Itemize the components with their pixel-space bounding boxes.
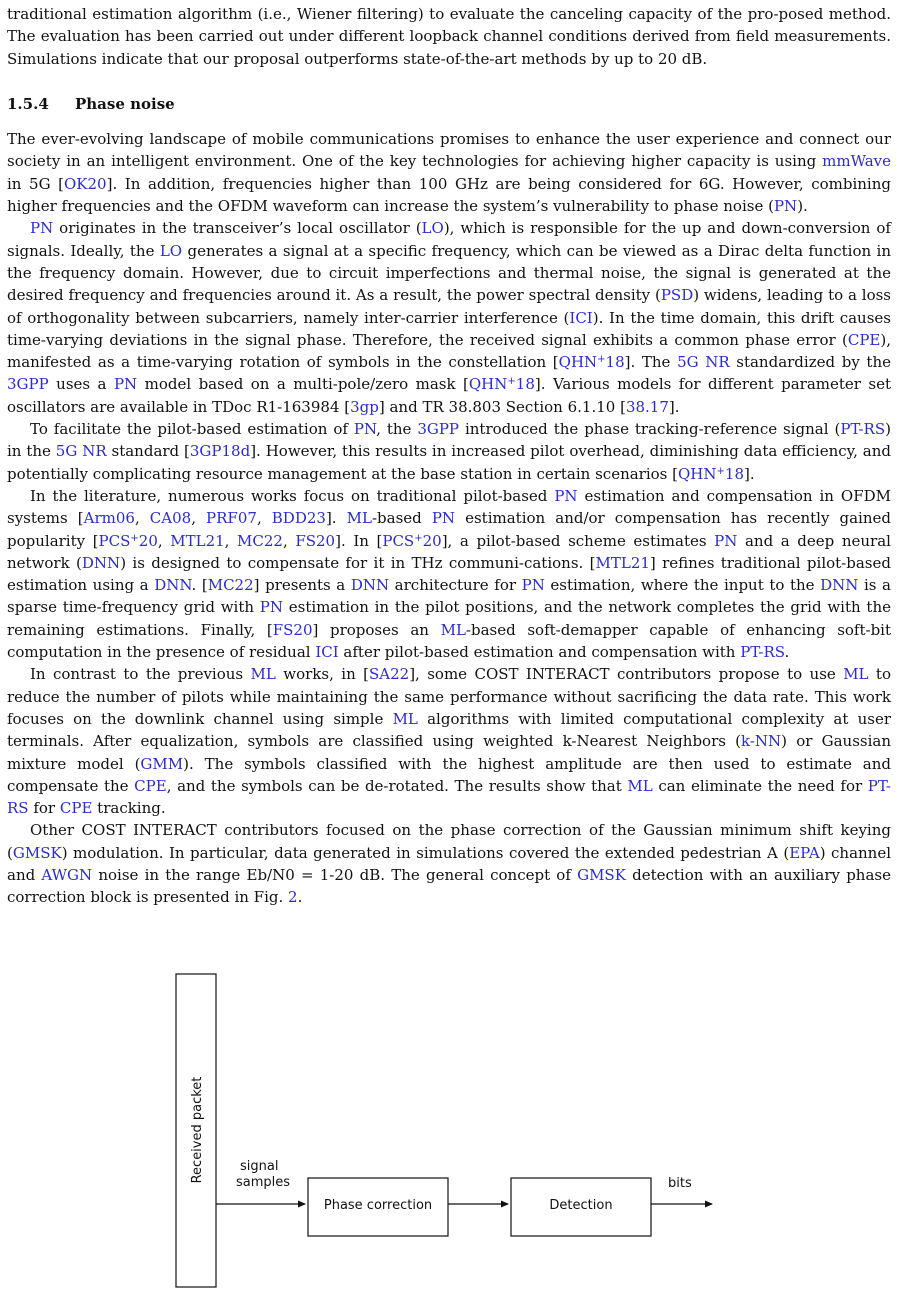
acronym-link[interactable]: LO	[159, 241, 183, 260]
citation-link[interactable]	[559, 353, 625, 371]
block-diagram	[172, 972, 732, 1292]
citation-year: 18	[515, 375, 535, 394]
paragraph-text: tracking.	[92, 799, 166, 818]
intro-paragraph	[7, 3, 891, 70]
figure-link[interactable]: 2	[288, 888, 298, 907]
acronym-link[interactable]: ML	[346, 509, 372, 528]
paragraph-text: ], some COST INTERACT contributors propose to use	[409, 665, 844, 684]
paragraph-text: model based on a multi-pole/zero mask [	[137, 375, 469, 394]
acronym-link[interactable]: ML	[250, 665, 276, 684]
acronym-link[interactable]: PSD	[660, 286, 694, 305]
acronym-link[interactable]: 5G NR	[55, 442, 107, 461]
paragraph-text: ].	[668, 397, 680, 416]
paragraph-text: -based soft-demapper capable of enhancing soft-bit computation in the presence of residual	[7, 620, 892, 662]
citation-link[interactable]: 38.17	[625, 397, 669, 416]
paragraph-text: To facilitate the pilot-based estimation of	[30, 420, 354, 439]
citation-link[interactable]: FS20	[272, 620, 313, 639]
paragraph-3	[7, 418, 891, 485]
paragraph-2	[7, 217, 891, 418]
paragraph-text: detection with an auxiliary phase correction block is presented in Fig.	[7, 865, 891, 907]
citation-separator: ,	[224, 531, 238, 550]
acronym-link[interactable]: ICI	[315, 643, 339, 662]
paragraph-text: ]. In addition, frequencies higher than 100 GHz are being considered for 6G. However, combining higher frequencies and the OFDM waveform can increase the system’s vulnerability to phase noise (	[7, 174, 891, 216]
citation-year: 18	[724, 464, 744, 483]
citation-link[interactable]	[678, 465, 744, 483]
paragraph-text: works, in [	[275, 665, 369, 684]
signal-label: signal	[240, 1159, 279, 1174]
acronym-link[interactable]: ML	[843, 665, 869, 684]
acronym-link[interactable]: k-NN	[741, 732, 782, 751]
citation-key: QHN	[468, 375, 508, 394]
paragraph-6	[7, 819, 891, 908]
acronym-link[interactable]: ML	[392, 709, 418, 728]
citation-link[interactable]: 3gp	[350, 397, 379, 416]
acronym-link[interactable]: PN	[554, 486, 578, 505]
citation-link[interactable]: OK20	[64, 174, 107, 193]
phase-correction-label: Phase correction	[323, 1198, 433, 1213]
acronym-link[interactable]: AWGN	[41, 865, 93, 884]
citation-link[interactable]: MTL21	[595, 553, 650, 572]
paragraph-text: ). In the time domain, this drift causes time-varying deviations in the signal phase. Therefore, the received signal exhibits a common phase error (	[7, 308, 891, 349]
acronym-link[interactable]: ICI	[569, 308, 593, 327]
paragraph-text: traditional estimation algorithm (i.e., Wiener filtering) to evaluate the canceling capacity of the pro-posed method. The evaluation has been carried out under different loopback channel conditions derived from field measurements. Simulations indicate that our proposal outperforms state-of-the-art methods by up to 20 dB.	[7, 5, 891, 68]
citation-year: 20	[422, 531, 442, 550]
paragraph-text: in 5G [	[7, 174, 64, 193]
citation-superscript: +	[597, 354, 606, 366]
paragraph-text: architecture for	[389, 576, 522, 595]
section-number: 1.5.4	[7, 94, 49, 113]
paragraph-text: is a sparse time-frequency grid with	[7, 576, 891, 617]
citation-year: 18	[605, 353, 625, 372]
paragraph-text: ), which is responsible for the up and down-conversion of signals. Ideally, the	[7, 219, 891, 260]
citation-key: QHN	[558, 353, 598, 372]
paragraph-text: algorithms with limited computational complexity at user terminals. After equalization, symbols are classified using weighted k-Nearest Neighbors (	[7, 709, 891, 751]
acronym-link[interactable]: DNN	[350, 576, 390, 595]
citation-superscript: +	[716, 465, 725, 477]
paragraph-text: and a deep neural network (	[7, 531, 891, 572]
acronym-link[interactable]: LO	[421, 219, 444, 238]
paragraph-text: In the literature, numerous works focus on traditional pilot-based	[30, 486, 555, 505]
citation-link[interactable]: CA08	[149, 509, 192, 528]
page	[7, 3, 891, 909]
paragraph-text: estimation and/or compensation has recently gained popularity [	[7, 509, 891, 550]
citation-separator: ,	[282, 531, 296, 550]
citation-link[interactable]: BDD23	[271, 509, 326, 528]
acronym-link[interactable]: 3GPP	[7, 375, 49, 394]
paragraph-text: ) is designed to compensate for it in THz communi-cations. [	[120, 553, 596, 572]
paragraph-text: to reduce the number of pilots while maintaining the same performance without sacrificing the data rate. This work focuses on the downlink channel using simple	[7, 665, 891, 728]
citation-link[interactable]: MC22	[207, 576, 254, 595]
paragraph-text: ) in the	[7, 420, 891, 461]
paragraph-text: ]. Various models for different parameter set oscillators are available in TDoc R1-163984 [	[7, 375, 891, 416]
paragraph-text: ], a pilot-based scheme estimates	[441, 531, 715, 550]
citation-year: 20	[138, 531, 158, 550]
paragraph-text: ). The symbols classified with the highest amplitude are then used to estimate and compensate the	[7, 754, 891, 795]
citation-separator: ,	[157, 531, 171, 550]
citation-key: PCS	[98, 531, 131, 550]
paragraph-text: originates in the transceiver’s local oscillator (	[53, 219, 422, 238]
paragraph-text: -based	[371, 509, 432, 528]
acronym-link[interactable]: PN	[521, 576, 545, 595]
acronym-link[interactable]: DNN	[820, 576, 859, 595]
acronym-link[interactable]: PN	[773, 197, 798, 216]
acronym-link[interactable]: PN	[714, 531, 738, 550]
paragraph-text: ] proposes an	[312, 620, 441, 639]
citation-link[interactable]	[469, 375, 535, 393]
bits-label: bits	[668, 1176, 692, 1191]
paragraph-text: ) widens, leading to a loss of orthogonality between subcarriers, namely inter-carrier interference (	[7, 286, 891, 327]
paragraph-text: uses a	[48, 375, 114, 394]
paragraph-text: noise in the range Eb/N0 = 1-20 dB. The general concept of	[92, 865, 578, 884]
paragraph-text: , the	[376, 420, 418, 439]
paragraph-text: estimation and compensation in OFDM systems [	[7, 486, 891, 528]
paragraph-text: ]. In [	[335, 531, 383, 550]
acronym-link[interactable]: PT-RS	[7, 776, 891, 818]
acronym-link[interactable]: CPE	[134, 776, 167, 795]
paragraph-text: , and the symbols can be de-rotated. The results show that	[166, 776, 628, 795]
citation-link[interactable]: SA22	[369, 665, 410, 684]
citation-key: QHN	[678, 464, 717, 483]
acronym-link[interactable]: GMM	[140, 754, 184, 773]
samples-label: samples	[236, 1175, 291, 1190]
acronym-link[interactable]: PT-RS	[840, 420, 886, 439]
paragraph-text: ] presents a	[253, 576, 351, 595]
citation-superscript: +	[507, 376, 516, 388]
citation-separator: ,	[191, 509, 207, 528]
acronym-link[interactable]: PN	[431, 509, 456, 528]
citation-superscript: +	[414, 532, 423, 544]
acronym-link[interactable]: 3GPP	[417, 420, 460, 439]
block-diagram-figure	[172, 972, 732, 1292]
paragraph-text: can eliminate the need for	[652, 776, 868, 795]
citation-link[interactable]: Arm06	[83, 509, 135, 528]
citation-key: PCS	[382, 531, 415, 550]
citation-separator: ,	[134, 509, 150, 528]
acronym-link[interactable]: CPE	[59, 799, 93, 818]
acronym-link[interactable]: DNN	[154, 576, 192, 595]
paragraph-text: Other COST INTERACT contributors focused on the phase correction of the Gaussian minimum shift keying (	[7, 821, 891, 862]
paragraph-text: after pilot-based estimation and compensation with	[338, 643, 741, 662]
paragraph-text: standard [	[106, 442, 190, 461]
acronym-link[interactable]: GMSK	[577, 865, 626, 884]
citation-separator: ,	[256, 509, 272, 528]
paragraph-text: ].	[744, 464, 755, 483]
paragraph-text: .	[784, 643, 790, 662]
paragraph-text: estimation in the pilot positions, and the network completes the grid with the remaining estimations. Finally, [	[7, 598, 891, 639]
paragraph-text: .	[297, 888, 303, 907]
acronym-link[interactable]: EPA	[789, 843, 820, 862]
detection-label: Detection	[549, 1198, 613, 1213]
acronym-link[interactable]: GMSK	[12, 843, 62, 862]
acronym-link[interactable]: PN	[259, 598, 284, 617]
paragraph-text: ), manifested as a time-varying rotation of symbols in the constellation [	[7, 330, 891, 372]
paragraph-4	[7, 485, 891, 663]
citation-link[interactable]: MC22	[237, 531, 283, 550]
paragraph-1	[7, 128, 891, 217]
section-title: Phase noise	[75, 94, 175, 113]
paragraph-text: ) modulation. In particular, data generated in simulations covered the extended pedestrian A (	[61, 843, 790, 862]
acronym-link[interactable]: PT-RS	[740, 643, 785, 662]
citation-superscript: +	[130, 532, 139, 544]
section-heading	[7, 93, 891, 115]
acronym-link[interactable]: 5G NR	[677, 353, 730, 372]
citation-link[interactable]: 3GP18d	[189, 442, 251, 461]
paragraph-text: The ever-evolving landscape of mobile communications promises to enhance the user experience and connect our society in an intelligent environment. One of the key technologies for achieving higher capacity is using	[7, 130, 891, 171]
citation-link[interactable]: MTL21	[170, 531, 225, 550]
acronym-link[interactable]: DNN	[81, 553, 121, 572]
acronym-link[interactable]: CPE	[847, 330, 881, 349]
paragraph-text: ) channel and	[7, 843, 892, 884]
acronym-link[interactable]: PN	[353, 420, 377, 439]
citation-link[interactable]: FS20	[295, 531, 336, 550]
paragraph-text: ] and TR 38.803 Section 6.1.10 [	[378, 397, 626, 416]
acronym-link[interactable]: PN	[30, 219, 54, 238]
paragraph-text: ).	[797, 197, 808, 216]
acronym-link[interactable]: ML	[440, 620, 466, 639]
paragraph-text: introduced the phase tracking-reference signal (	[459, 420, 841, 439]
citation-link[interactable]	[99, 532, 158, 550]
citation-link[interactable]	[382, 532, 441, 550]
citation-link[interactable]: PRF07	[206, 509, 257, 528]
paragraph-text: standardized by the	[729, 353, 891, 372]
paragraph-text: generates a signal at a specific frequency, which can be viewed as a Dirac delta function in the frequency domain. However, due to circuit imperfections and thermal noise, the signal is generated at the desired frequency and frequencies around it. As a result, the power spectral density (	[7, 241, 891, 305]
paragraph-text: ].	[325, 509, 347, 528]
acronym-link[interactable]: PN	[113, 375, 138, 394]
paragraph-text: ]. The	[624, 353, 678, 372]
paragraph-text: estimation, where the input to the	[544, 576, 821, 595]
received-packet-label: Received packet	[190, 1076, 205, 1184]
paragraph-text: . [	[191, 576, 208, 595]
acronym-link[interactable]: mmWave	[822, 152, 891, 171]
acronym-link[interactable]: ML	[627, 776, 653, 795]
paragraph-text: for	[28, 799, 60, 818]
paragraph-text: ]. However, this results in increased pilot overhead, diminishing data efficiency, and potentially complicating resource management at the base station in certain scenarios [	[7, 442, 891, 483]
paragraph-5	[7, 663, 891, 819]
paragraph-text: ] refines traditional pilot-based estimation using a	[7, 553, 891, 595]
paragraph-text: ) or Gaussian mixture model (	[7, 732, 891, 773]
paragraph-text: In contrast to the previous	[30, 665, 251, 684]
